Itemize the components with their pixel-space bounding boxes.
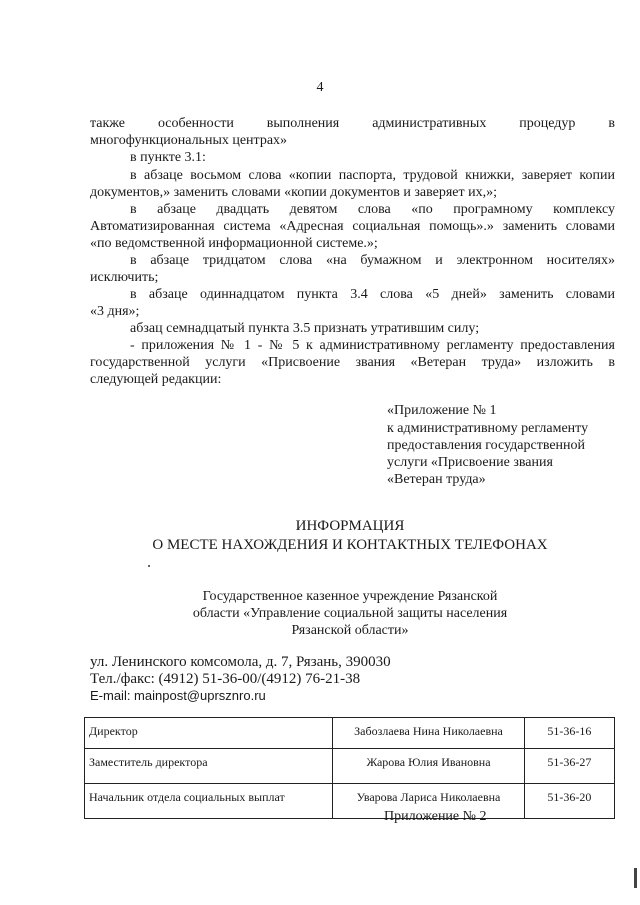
- table-row: [85, 718, 615, 749]
- paragraph-line: документов,» заменить словами «копии документов и заверяет их,»;: [90, 185, 497, 200]
- table-row: [85, 784, 615, 819]
- phone-fax: Тел./факс: (4912) 51-36-00/(4912) 76-21-38: [90, 671, 361, 687]
- position-cell: Заместитель директора: [85, 749, 333, 784]
- paragraph-line: Автоматизированная система «Адресная социальная помощь».» заменить словами: [90, 219, 615, 234]
- paragraph-line: следующей редакции:: [90, 372, 222, 387]
- position-cell: Начальник отдела социальных выплат: [85, 784, 333, 819]
- organization-line: области «Управление социальной защиты населения: [192, 606, 508, 621]
- paragraph-line: исключить;: [90, 270, 159, 285]
- organization-line: Государственное казенное учреждение Рязанской: [202, 589, 498, 604]
- table-row: [85, 749, 615, 784]
- paragraph-line: в пункте 3.1:: [130, 150, 206, 165]
- paragraph-line: в абзаце двадцать девятом слова «по програмному комплексу: [130, 202, 615, 217]
- paragraph-line: «3 дня»;: [90, 304, 140, 319]
- appendix-1-line: «Ветеран труда»: [387, 472, 486, 487]
- appendix-1-line: предоставления государственной: [387, 438, 586, 453]
- paragraph-line: в абзаце тридцатом слова «на бумажном и электронном носителях»: [130, 253, 615, 268]
- paragraph-line: - приложения № 1 - № 5 к административному регламенту предоставления: [130, 338, 615, 353]
- paragraph-line: также особенности выполнения административных процедур в: [90, 116, 615, 131]
- phone-cell: 51-36-27: [524, 749, 614, 784]
- page-number: 4: [316, 80, 324, 95]
- paragraph-line: абзац семнадцатый пункта 3.5 признать утратившим силу;: [130, 321, 480, 336]
- appendix-1-line: «Приложение № 1: [387, 403, 497, 418]
- appendix-2-heading: Приложение № 2: [384, 809, 487, 824]
- appendix-1-line: к административному регламенту: [387, 421, 589, 436]
- appendix-1-line: услуги «Присвоение звания: [387, 455, 553, 470]
- email: E-mail: mainpost@uprsznro.ru: [90, 688, 266, 703]
- scan-edge-mark: [634, 868, 637, 888]
- paragraph-line: в абзаце восьмом слова «копии паспорта, трудовой книжки, заверяет копии: [130, 168, 615, 183]
- contacts-table: [84, 717, 615, 819]
- organization-line: Рязанской области»: [291, 623, 409, 638]
- name-cell: Забозлаева Нина Николаевна: [333, 718, 525, 749]
- position-cell: Директор: [85, 718, 333, 749]
- heading-title: ИНФОРМАЦИЯ: [295, 518, 405, 534]
- heading-subtitle: О МЕСТЕ НАХОЖДЕНИЯ И КОНТАКТНЫХ ТЕЛЕФОНАХ: [152, 537, 548, 553]
- paragraph-line: «по ведомственной информационной системе.»;: [90, 236, 378, 251]
- paragraph-line: многофункциональных центрах»: [90, 133, 288, 148]
- phone-cell: 51-36-20: [524, 784, 614, 819]
- paragraph-line: государственной услуги «Присвоение звания «Ветеран труда» изложить в: [90, 355, 615, 370]
- address: ул. Ленинского комсомола, д. 7, Рязань, 390030: [90, 654, 391, 670]
- scan-speck: [148, 565, 150, 567]
- name-cell: Уварова Лариса Николаевна: [333, 784, 525, 819]
- phone-cell: 51-36-16: [524, 718, 614, 749]
- paragraph-line: в абзаце одиннадцатом пункта 3.4 слова «5 дней» заменить словами: [130, 287, 615, 302]
- name-cell: Жарова Юлия Ивановна: [333, 749, 525, 784]
